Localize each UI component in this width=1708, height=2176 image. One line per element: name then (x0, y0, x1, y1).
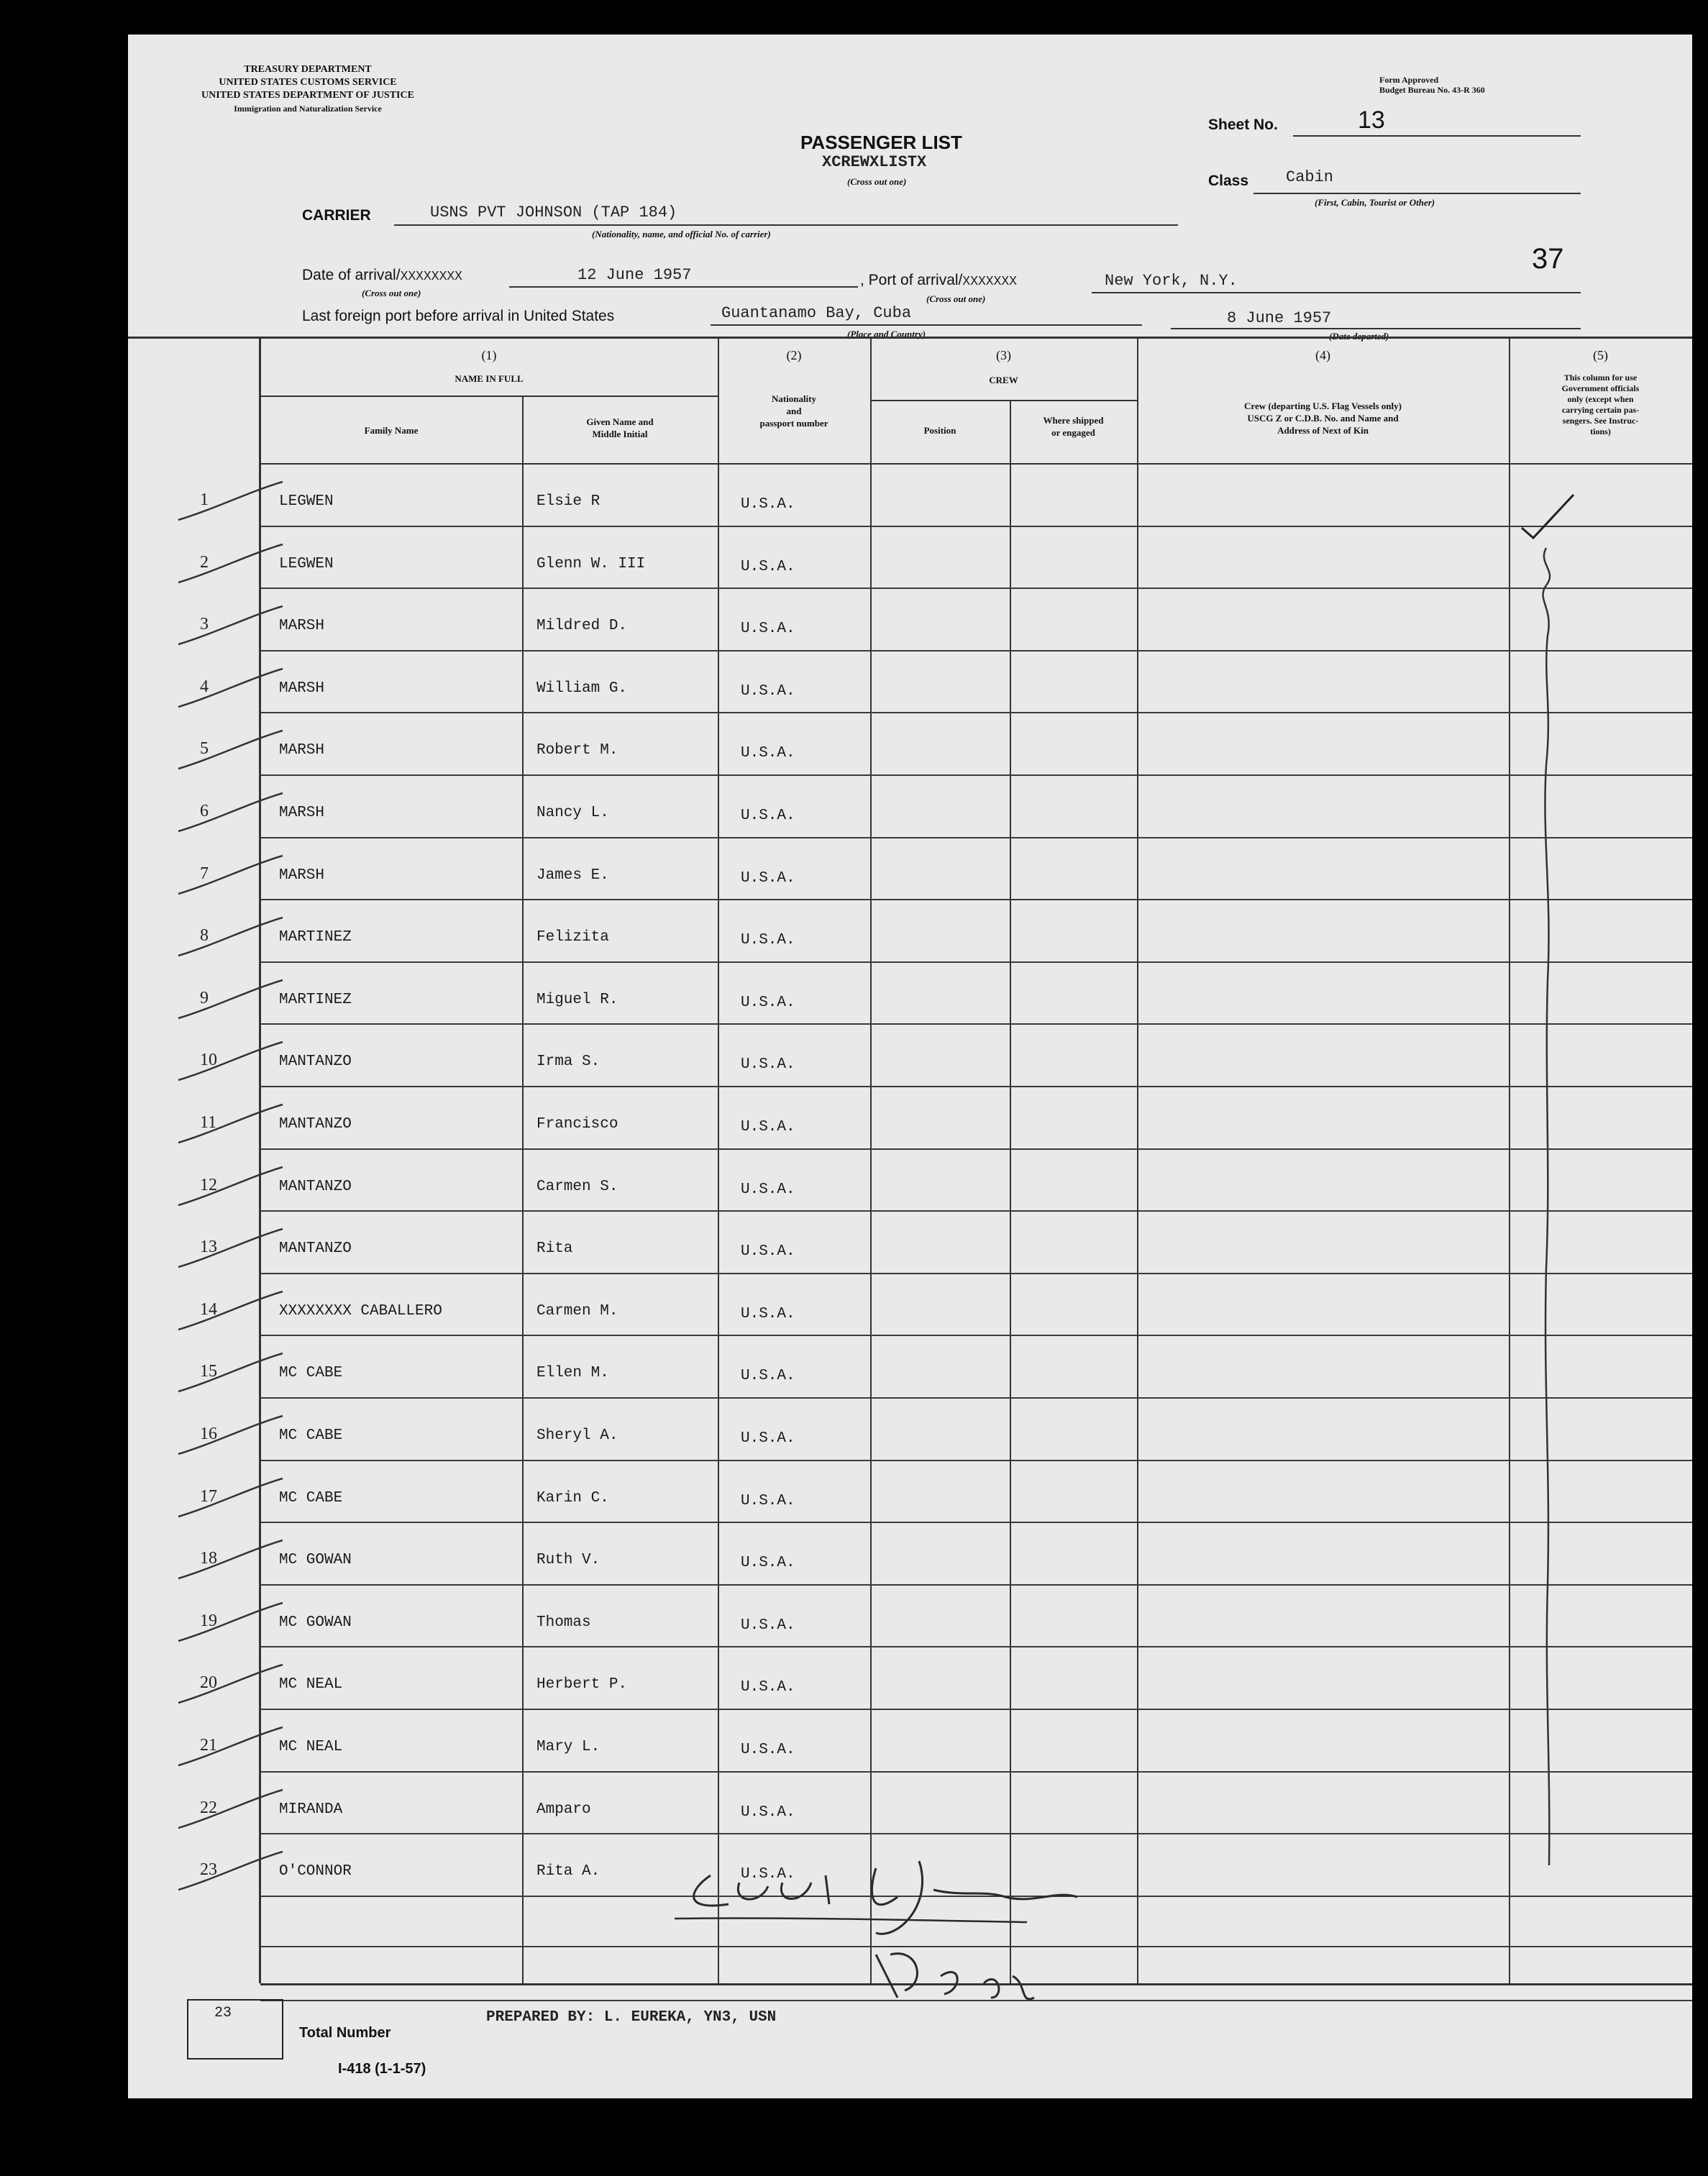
row-divider (260, 1397, 1692, 1399)
family-name-cell: MC GOWAN (279, 1614, 352, 1631)
row-check-mark (171, 1601, 286, 1645)
agency-line: TREASURY DEPARTMENT (244, 64, 372, 75)
nationality-cell: U.S.A. (741, 1056, 795, 1073)
carrier-value: USNS PVT JOHNSON (TAP 184) (430, 204, 677, 221)
port-value: New York, N.Y. (1105, 272, 1238, 290)
crew-header: CREW (989, 375, 1018, 385)
port-caption: (Cross out one) (926, 293, 986, 304)
row-check-mark (171, 605, 286, 648)
carrier-caption: (Nationality, name, and official No. of carrier) (592, 229, 771, 239)
given-name-cell: Mildred D. (536, 618, 628, 634)
row-number: 15 (200, 1362, 217, 1381)
row-divider (260, 1086, 1692, 1087)
budget-bureau-line: Budget Bureau No. 43-R 360 (1379, 85, 1485, 95)
row-number: 11 (200, 1113, 217, 1132)
row-check-mark (171, 1726, 286, 1769)
family-name-cell: MC CABE (279, 1427, 343, 1444)
row-check-mark (171, 667, 286, 710)
row-number: 13 (200, 1238, 217, 1256)
position-header: Position (923, 425, 956, 436)
agency-line: Immigration and Naturalization Service (234, 104, 382, 114)
signature (660, 1854, 1164, 2026)
row-divider (260, 899, 1692, 900)
family-name-cell: MARTINEZ (279, 992, 352, 1008)
given-name-cell: Thomas (536, 1614, 591, 1631)
arrival-label-text: Date of arrival/ (302, 267, 401, 283)
given-name-cell: Carmen S. (536, 1179, 618, 1195)
form-number: I-418 (1-1-57) (338, 2061, 426, 2077)
family-name-cell: MARSH (279, 680, 325, 697)
given-name-cell: Robert M. (536, 742, 618, 759)
row-check-mark (171, 1414, 286, 1458)
row-divider (260, 1273, 1692, 1274)
row-divider (260, 961, 1692, 963)
col5-number: (5) (1593, 348, 1608, 362)
row-check-mark (171, 1477, 286, 1520)
given-name-cell: Karin C. (536, 1490, 609, 1507)
total-box (187, 1999, 283, 2060)
given-name-cell: Nancy L. (536, 805, 609, 821)
row-number: 7 (200, 864, 209, 883)
nationality-cell: U.S.A. (741, 745, 795, 762)
last-port-value: Guantanamo Bay, Cuba (721, 304, 912, 322)
nat-header-line: passport number (759, 418, 828, 429)
row-number: 1 (200, 490, 209, 509)
row-number: 12 (200, 1176, 217, 1194)
row-divider (260, 588, 1692, 589)
table-top-border (128, 337, 1692, 339)
row-number: 3 (200, 615, 209, 634)
family-name-cell: MANTANZO (279, 1053, 352, 1070)
passenger-list-sheet (128, 35, 1692, 2098)
gov-check-mark (1509, 463, 1692, 1887)
family-name-cell: MARSH (279, 742, 325, 759)
total-value: 23 (214, 2005, 232, 2021)
sheet-label: Sheet No. (1208, 116, 1278, 133)
given-name-cell: Amparo (536, 1801, 591, 1818)
given-name-cell: Elsie R (536, 493, 600, 510)
given-name-cell: Mary L. (536, 1739, 600, 1755)
page-number: 37 (1532, 243, 1564, 275)
name-subheader-line (260, 396, 719, 397)
agency-line: UNITED STATES DEPARTMENT OF JUSTICE (201, 90, 414, 101)
row-check-mark (171, 979, 286, 1022)
row-check-mark (171, 543, 286, 586)
crew-subheader-line (870, 400, 1138, 401)
given-header-line: Given Name and (586, 416, 654, 427)
row-number: 19 (200, 1612, 217, 1630)
given-name-cell: Sheryl A. (536, 1427, 618, 1444)
row-number: 18 (200, 1549, 217, 1568)
family-name-cell: MC GOWAN (279, 1552, 352, 1568)
last-port-underline (711, 324, 1142, 326)
given-name-cell: Rita (536, 1240, 573, 1257)
row-number: 10 (200, 1051, 217, 1069)
row-number: 4 (200, 677, 209, 696)
row-number: 9 (200, 989, 209, 1007)
title-caption: (Cross out one) (847, 176, 907, 187)
given-name-cell: Ruth V. (536, 1552, 600, 1568)
gov-header-line: Government officials (1561, 383, 1640, 393)
row-divider (260, 1522, 1692, 1523)
given-name-cell: Rita A. (536, 1863, 600, 1880)
arrival-label (302, 267, 462, 284)
col-where-divider (1010, 400, 1011, 1983)
nationality-cell: U.S.A. (741, 1243, 795, 1260)
nationality-cell: U.S.A. (741, 1430, 795, 1447)
nationality-cell: U.S.A. (741, 1119, 795, 1135)
total-label: Total Number (299, 2025, 391, 2041)
nationality-cell: U.S.A. (741, 1493, 795, 1509)
family-name-cell: MC CABE (279, 1490, 343, 1507)
departed-underline (1171, 328, 1581, 329)
arrival-underline (509, 286, 858, 288)
last-port-caption: (Place and Country) (847, 329, 926, 339)
port-struck: XXXXXXX (962, 275, 1018, 289)
kin-header-line: Crew (departing U.S. Flag Vessels only) (1244, 401, 1402, 411)
given-name-cell: Glenn W. III (536, 556, 646, 572)
gov-header-line: sengers. See Instruc- (1562, 416, 1639, 426)
row-number: 17 (200, 1487, 217, 1506)
where-shipped-header (1010, 414, 1137, 439)
col1-title: NAME IN FULL (455, 373, 524, 384)
row-check-mark (171, 1663, 286, 1706)
row-divider (260, 712, 1692, 713)
nationality-cell: U.S.A. (741, 496, 795, 513)
col3-number: (3) (996, 348, 1011, 362)
row-divider (260, 1771, 1692, 1773)
row-number: 8 (200, 926, 209, 945)
family-name-cell: O'CONNOR (279, 1863, 352, 1880)
gov-header-line: tions) (1590, 426, 1611, 436)
carrier-underline (394, 224, 1178, 226)
given-name-cell: Francisco (536, 1116, 618, 1133)
port-label-text: , Port of arrival/ (860, 272, 963, 288)
family-name-cell: XXXXXXXX CABALLERO (279, 1303, 442, 1320)
col1-number: (1) (481, 348, 497, 362)
family-name-cell: MC CABE (279, 1365, 343, 1381)
nationality-cell: U.S.A. (741, 932, 795, 948)
nat-header-line: and (786, 406, 802, 416)
class-caption: (First, Cabin, Tourist or Other) (1315, 197, 1435, 208)
class-underline (1253, 193, 1581, 194)
family-name-header: Family Name (364, 425, 419, 436)
row-check-mark (171, 1166, 286, 1209)
row-number: 21 (200, 1736, 217, 1755)
row-check-mark (171, 1539, 286, 1582)
nationality-cell: U.S.A. (741, 1679, 795, 1696)
row-divider (260, 1709, 1692, 1710)
nationality-cell: U.S.A. (741, 1617, 795, 1634)
last-port-label: Last foreign port before arrival in United States (302, 308, 615, 324)
nationality-cell: U.S.A. (741, 1368, 795, 1384)
row-check-mark (171, 1788, 286, 1832)
given-name-cell: Miguel R. (536, 992, 618, 1008)
row-divider (260, 1023, 1692, 1025)
row-check-mark (171, 916, 286, 959)
sheet-underline (1293, 135, 1581, 137)
row-number: 22 (200, 1798, 217, 1817)
row-divider (260, 1210, 1692, 1212)
table-header-bottom (260, 463, 1692, 465)
col2-number: (2) (786, 348, 802, 362)
row-check-mark (171, 480, 286, 524)
arrival-caption: (Cross out one) (362, 288, 421, 298)
form-approved-line: Form Approved (1379, 75, 1439, 85)
col-nat-divider (718, 337, 719, 1983)
gov-header-line: only (except when (1567, 394, 1634, 404)
nationality-cell: U.S.A. (741, 995, 795, 1011)
departed-caption: (Date departed) (1329, 331, 1389, 342)
sheet-value: 13 (1358, 106, 1385, 134)
family-name-cell: MARSH (279, 867, 325, 884)
given-header-line: Middle Initial (592, 429, 648, 439)
col-crew-divider (1137, 337, 1138, 1983)
family-name-cell: MARSH (279, 618, 325, 634)
row-check-mark (171, 854, 286, 897)
nat-header-line: Nationality (771, 393, 817, 404)
row-divider (260, 1460, 1692, 1461)
row-check-mark (171, 1041, 286, 1084)
where-header-line: or engaged (1051, 427, 1095, 438)
given-name-cell: Carmen M. (536, 1303, 618, 1320)
nationality-cell: U.S.A. (741, 1555, 795, 1571)
row-divider (260, 526, 1692, 527)
carrier-label: CARRIER (302, 207, 371, 224)
given-name-cell: Irma S. (536, 1053, 600, 1070)
row-number: 5 (200, 739, 209, 758)
row-divider (260, 837, 1692, 838)
col-given-divider (522, 396, 524, 1983)
nationality-cell: U.S.A. (741, 1181, 795, 1198)
family-name-cell: MANTANZO (279, 1179, 352, 1195)
form-approved (1379, 75, 1485, 95)
departed-value: 8 June 1957 (1227, 309, 1332, 327)
nationality-cell: U.S.A. (741, 870, 795, 887)
gov-header-line: carrying certain pas- (1561, 405, 1640, 415)
agency-line: UNITED STATES CUSTOMS SERVICE (219, 77, 397, 88)
passenger-table (128, 337, 1692, 2019)
family-name-cell: MANTANZO (279, 1240, 352, 1257)
col-position-divider (870, 337, 872, 1983)
where-header-line: Where shipped (1043, 415, 1104, 426)
gov-use-header (1509, 372, 1692, 437)
row-divider (260, 1584, 1692, 1586)
family-name-cell: LEGWEN (279, 493, 334, 510)
row-check-mark (171, 1850, 286, 1893)
nationality-cell: U.S.A. (741, 1306, 795, 1322)
row-number: 6 (200, 802, 209, 820)
nationality-cell: U.S.A. (741, 808, 795, 824)
given-name-cell: Ellen M. (536, 1365, 609, 1381)
row-divider (260, 774, 1692, 776)
nationality-header (718, 393, 870, 429)
gov-header-line: This column for use (1563, 372, 1638, 383)
row-divider (260, 650, 1692, 652)
given-name-header (522, 416, 718, 440)
row-check-mark (171, 792, 286, 835)
nationality-cell: U.S.A. (741, 559, 795, 575)
family-name-cell: MARTINEZ (279, 929, 352, 946)
prepared-by: PREPARED BY: L. EUREKA, YN3, USN (486, 2009, 777, 2026)
port-underline (1092, 292, 1581, 293)
row-check-mark (171, 729, 286, 772)
row-divider (260, 1833, 1692, 1834)
given-name-cell: Herbert P. (536, 1676, 628, 1693)
nationality-cell: U.S.A. (741, 683, 795, 700)
family-name-cell: MANTANZO (279, 1116, 352, 1133)
arrival-value: 12 June 1957 (577, 266, 692, 284)
nationality-cell: U.S.A. (741, 1866, 795, 1883)
row-divider (260, 1148, 1692, 1150)
family-name-cell: MARSH (279, 805, 325, 821)
row-check-mark (171, 1352, 286, 1395)
col4-number: (4) (1315, 348, 1330, 362)
given-name-cell: James E. (536, 867, 609, 884)
row-divider (260, 1646, 1692, 1647)
family-name-cell: MC NEAL (279, 1676, 343, 1693)
title-struck-option: XCREWXLISTX (822, 153, 927, 171)
row-number: 20 (200, 1673, 217, 1692)
crew-kin-header (1137, 400, 1509, 436)
class-label: Class (1208, 173, 1249, 189)
family-name-cell: MC NEAL (279, 1739, 343, 1755)
page-title: PASSENGER LIST (800, 132, 962, 153)
nationality-cell: U.S.A. (741, 1742, 795, 1758)
family-name-cell: LEGWEN (279, 556, 334, 572)
row-check-mark (171, 1228, 286, 1271)
given-name-cell: William G. (536, 680, 628, 697)
port-label (860, 272, 1017, 289)
kin-header-line: Address of Next of Kin (1277, 425, 1369, 436)
agency-header (186, 63, 430, 115)
nationality-cell: U.S.A. (741, 621, 795, 637)
family-name-cell: MIRANDA (279, 1801, 343, 1818)
row-check-mark (171, 1290, 286, 1333)
row-number: 16 (200, 1425, 217, 1443)
row-number: 2 (200, 553, 209, 572)
arrival-struck: XXXXXXXX (400, 270, 462, 284)
kin-header-line: USCG Z or C.D.B. No. and Name and (1247, 413, 1399, 424)
given-name-cell: Felizita (536, 929, 609, 946)
row-check-mark (171, 1103, 286, 1146)
row-divider (260, 1335, 1692, 1336)
row-number: 23 (200, 1860, 217, 1879)
class-value: Cabin (1286, 168, 1334, 186)
row-number: 14 (200, 1300, 217, 1319)
nationality-cell: U.S.A. (741, 1804, 795, 1821)
